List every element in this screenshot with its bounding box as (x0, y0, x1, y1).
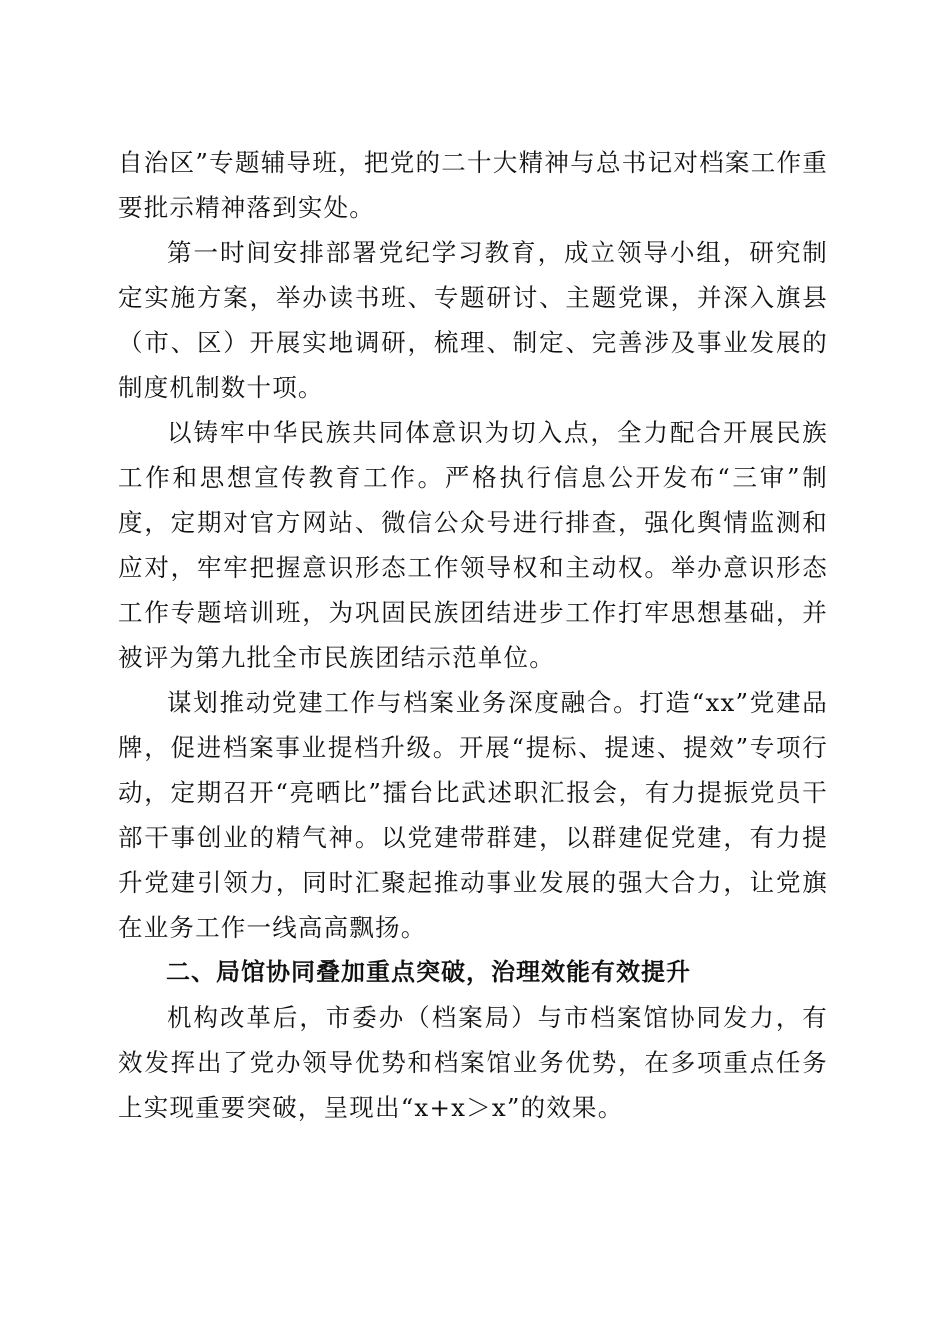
paragraph-institutional-reform: 机构改革后，市委办（档案局）与市档案馆协同发力，有效发挥出了党办领导优势和档案馆业务优势，在多项重点任务上实现重要突破，呈现出“x+x＞x”的效果。 (118, 1003, 828, 1122)
paragraph-continuation: 自治区”专题辅导班，把党的二十大精神与总书记对档案工作重要批示精神落到实处。 (118, 148, 828, 222)
section-heading: 二、局馆协同叠加重点突破，治理效能有效提升 (166, 958, 691, 986)
paragraph-party-building: 谋划推动党建工作与档案业务深度融合。打造“xx”党建品牌，促进档案事业提档升级。开展“提标、提速、提效”专项行动，定期召开“亮晒比”擂台比武述职汇报会，有力提振党员干部干事创业的精气神。以党建带群建，以群建促党建，有力提升党建引领力，同时汇聚起推动事业发展的强大合力，让党旗在业务工作一线高高飘扬。 (118, 688, 828, 942)
document-body (118, 140, 828, 1130)
paragraph-party-discipline: 第一时间安排部署党纪学习教育，成立领导小组，研究制定实施方案，举办读书班、专题研讨、主题党课，并深入旗县（市、区）开展实地调研，梳理、制定、完善涉及事业发展的制度机制数十项。 (118, 238, 828, 402)
paragraph-ethnic-unity: 以铸牢中华民族共同体意识为切入点，全力配合开展民族工作和思想宣传教育工作。严格执行信息公开发布“三审”制度，定期对官方网站、微信公众号进行排查，强化舆情监测和应对，牢牢把握意识形态工作领导权和主动权。举办意识形态工作专题培训班，为巩固民族团结进步工作打牢思想基础，并被评为第九批全市民族团结示范单位。 (118, 418, 828, 672)
